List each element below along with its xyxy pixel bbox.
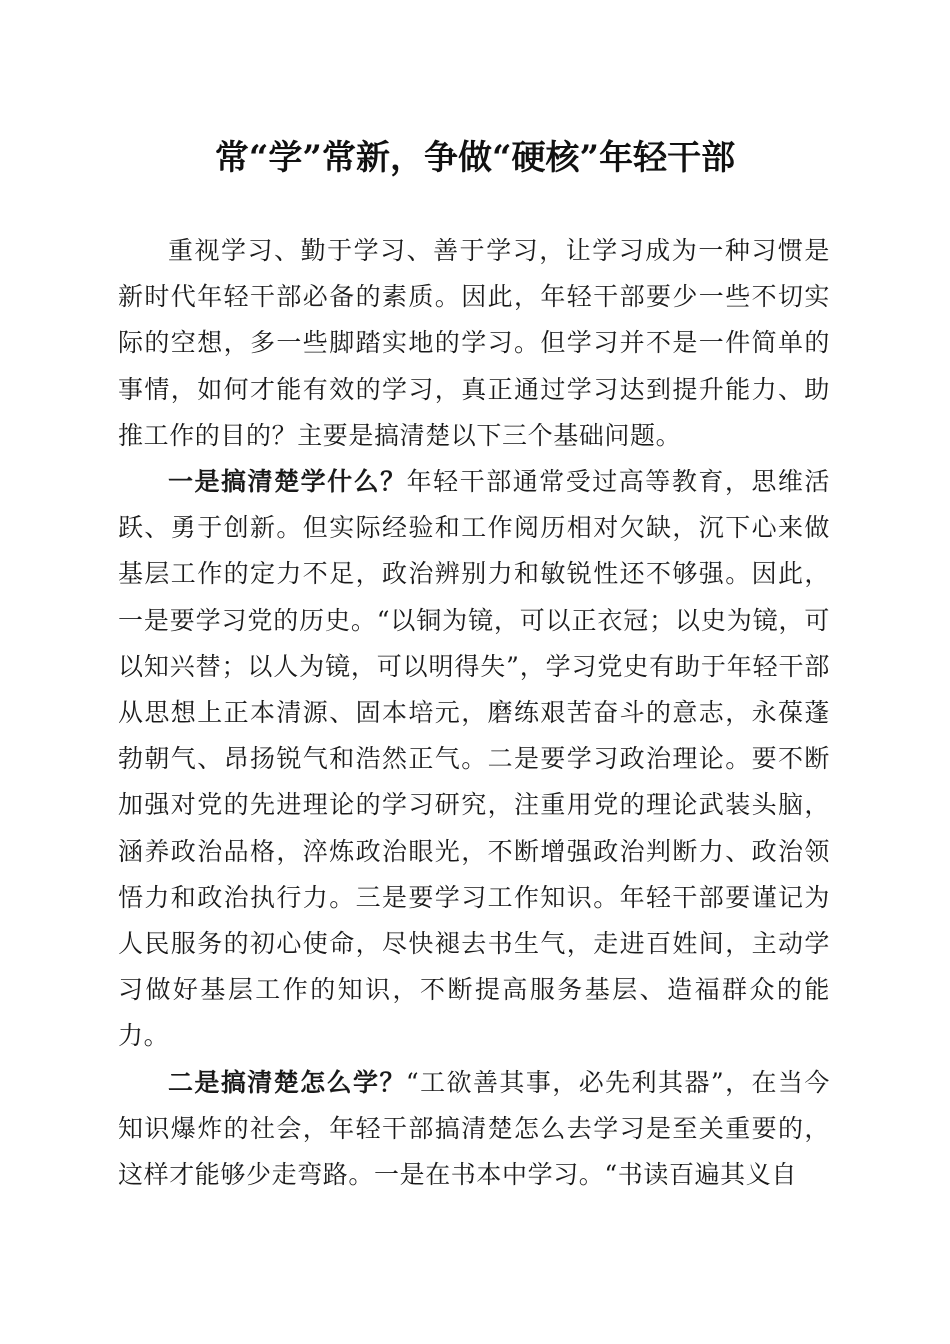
paragraph-text: 年轻干部通常受过高等教育，思维活跃、勇于创新。但实际经验和工作阅历相对欠缺，沉下心来做基层工作的定力不足，政治辨别力和敏锐性还不够强。因此，一是要学习党的历史。“以铜为镜，可以正衣冠；以史为镜，可以知兴替；以人为镜，可以明得失”，学习党史有助于年轻干部从思想上正本清源、固本培元，磨练艰苦奋斗的意志，永葆蓬勃朝气、昂扬锐气和浩然正气。二是要学习政治理论。要不断加强对党的先进理论的学习研究，注重用党的理论武装头脑，涵养政治品格，淬炼政治眼光，不断增强政治判断力、政治领悟力和政治执行力。三是要学习工作知识。年轻干部要谨记为人民服务的初心使命，尽快褪去书生气，走进百姓间，主动学习做好基层工作的知识，不断提高服务基层、造福群众的能力。: [118, 467, 830, 1051]
paragraph-how-to-learn: [118, 1060, 830, 1199]
document-title: 常“学”常新，争做“硬核”年轻干部: [214, 138, 736, 178]
paragraph-text: “工欲善其事，必先利其器”，在当今知识爆炸的社会，年轻干部搞清楚怎么去学习是至关重要的，这样才能够少走弯路。一是在书本中学习。“书读百遍其义自: [118, 1067, 830, 1190]
paragraph-lead: 一是搞清楚学什么？: [168, 467, 407, 497]
document-body: [118, 228, 830, 1198]
paragraph-lead: 二是搞清楚怎么学？: [168, 1067, 406, 1097]
paragraph-what-to-learn: [118, 459, 830, 1060]
paragraph-intro: [118, 228, 830, 459]
paragraph-text: 重视学习、勤于学习、善于学习，让学习成为一种习惯是新时代年轻干部必备的素质。因此，年轻干部要少一些不切实际的空想，多一些脚踏实地的学习。但学习并不是一件简单的事情，如何才能有效的学习，真正通过学习达到提升能力、助推工作的目的？主要是搞清楚以下三个基础问题。: [118, 236, 830, 450]
